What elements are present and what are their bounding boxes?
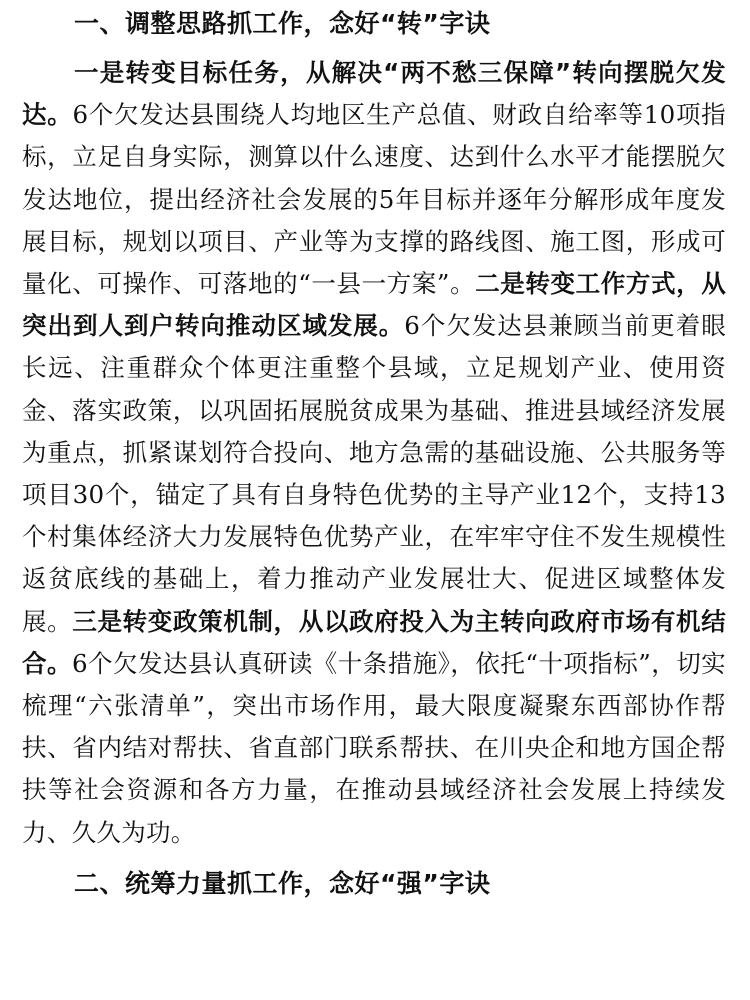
paragraph-text: 6个欠发达县认真研读《十条措施》，依托“十项指标”，切实梳理“六张清单”，突出市场作用，最大限度凝聚东西部协作帮扶、省内结对帮扶、省直部门联系帮扶、在川央企和地方国企帮扶等社会资源和各方力量，在推动县域经济社会发展上持续发力、久久为功。 [22, 648, 726, 847]
paragraph-text: 6个欠发达县围绕人均地区生产总值、财政自给率等10项指标，立足自身实际，测算以什么速度、达到什么水平才能摆脱欠发达地位，提出经济社会发展的5年目标并逐年分解形成年度发展目标，规划以项目、产业等为支撑的路线图、施工图，形成可量化、可操作、可落地的“一县一方案”。 [22, 100, 726, 299]
lead-phrase-transform-goals: 一是转变目标任务，从解决“两不愁三保障”转向摆脱欠发达。 [22, 58, 726, 130]
body-paragraph [22, 52, 726, 854]
section-heading-coordinate-forces: 二、统筹力量抓工作，念好“强”字诀 [74, 868, 491, 898]
lead-phrase-transform-work-method: 二是转变工作方式，从突出到人到户转向推动区域发展。 [22, 269, 726, 341]
lead-phrase-transform-policy: 三是转变政策机制，从以政府投入为主转向政府市场有机结合。 [22, 606, 726, 678]
paragraph-text: 6个欠发达县兼顾当前更着眼长远、注重群众个体更注重整个县域，立足规划产业、使用资金、落实政策，以巩固拓展脱贫成果为基础、推进县域经济发展为重点，抓紧谋划符合投向、地方急需的基础设施、公共服务等项目30个，锚定了具有自身特色优势的主导产业12个，支持13个村集体经济大力发展特色优势产业，在牢牢守住不发生规模性返贫底线的基础上，着力推动产业发展壮大、促进区域整体发展。 [22, 311, 726, 636]
section-heading-adjust-thinking: 一、调整思路抓工作，念好“转”字诀 [74, 9, 491, 38]
